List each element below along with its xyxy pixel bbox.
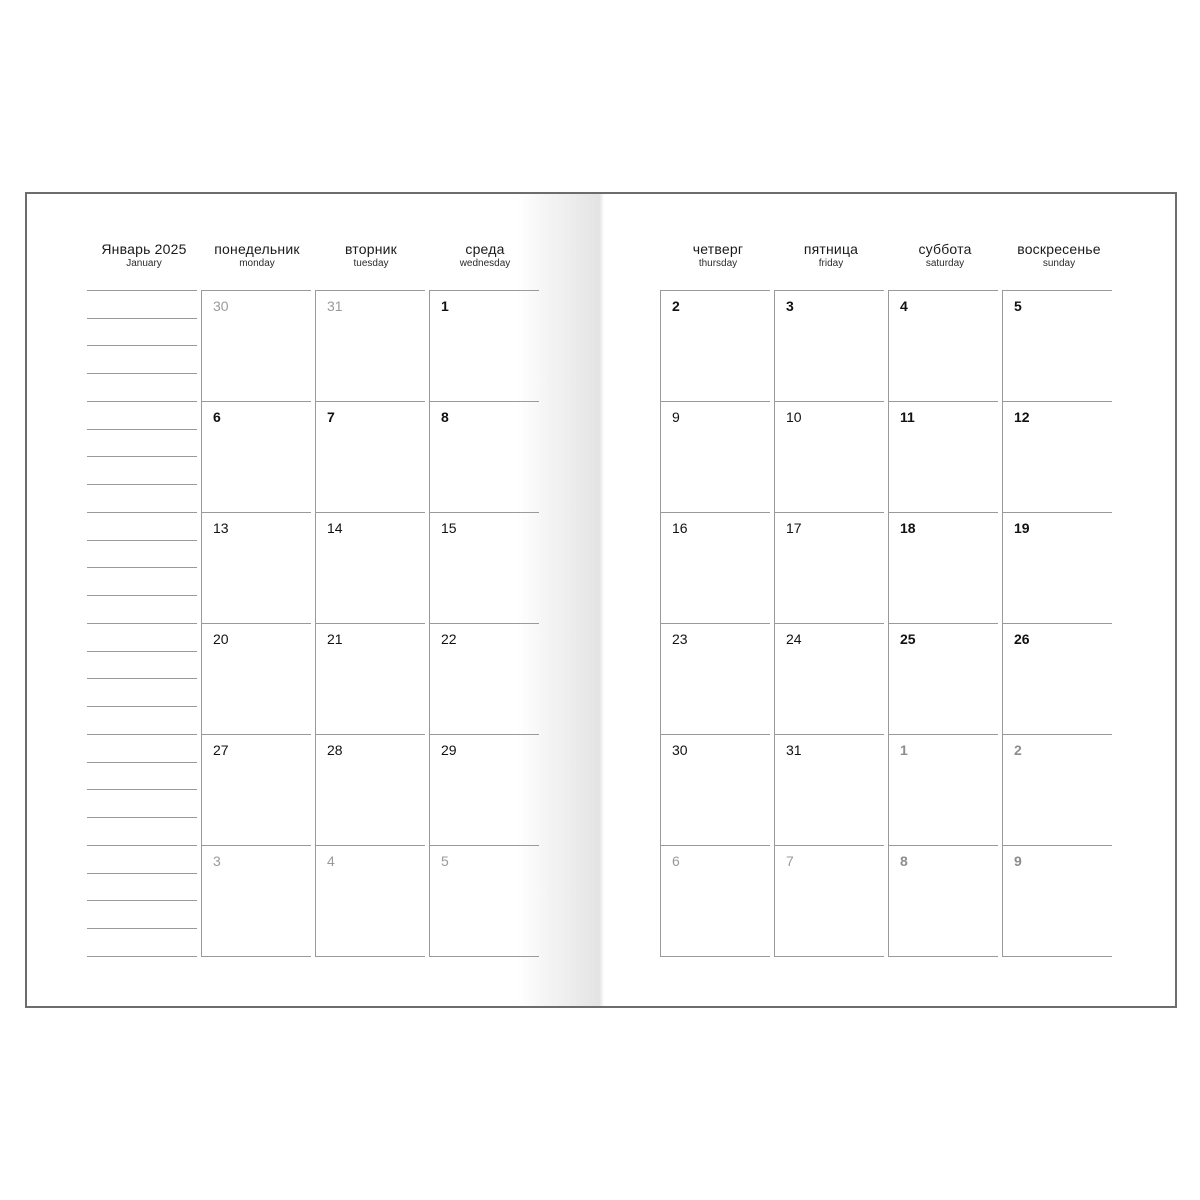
day-number: 19 <box>1014 520 1030 536</box>
day-number: 31 <box>327 298 343 314</box>
note-line[interactable] <box>87 595 197 596</box>
note-line[interactable] <box>87 678 197 679</box>
day-cell-wednesday[interactable] <box>429 623 539 734</box>
note-line[interactable] <box>87 345 197 346</box>
day-number: 8 <box>441 409 449 425</box>
day-number: 3 <box>213 853 221 869</box>
day-cell-monday[interactable] <box>201 401 311 512</box>
day-header-wednesday <box>430 241 540 269</box>
note-line[interactable] <box>87 401 197 402</box>
day-number: 21 <box>327 631 343 647</box>
day-cell-friday[interactable] <box>774 845 884 957</box>
day-cell-thursday[interactable] <box>660 401 770 512</box>
day-number: 11 <box>900 409 915 425</box>
day-cell-monday[interactable] <box>201 734 311 845</box>
day-number: 16 <box>672 520 688 536</box>
day-number: 7 <box>327 409 335 425</box>
day-cell-friday[interactable] <box>774 290 884 401</box>
day-cell-tuesday[interactable] <box>315 401 425 512</box>
day-cell-wednesday[interactable] <box>429 734 539 845</box>
note-line[interactable] <box>87 762 197 763</box>
day-number: 3 <box>786 298 794 314</box>
day-number: 30 <box>213 298 229 314</box>
day-cell-wednesday[interactable] <box>429 290 539 401</box>
day-number: 13 <box>213 520 229 536</box>
day-cell-friday[interactable] <box>774 512 884 623</box>
day-number: 22 <box>441 631 457 647</box>
day-header-thursday <box>663 241 773 269</box>
day-cell-wednesday[interactable] <box>429 512 539 623</box>
day-cell-friday[interactable] <box>774 401 884 512</box>
day-number: 15 <box>441 520 457 536</box>
note-line[interactable] <box>87 373 197 374</box>
day-cell-sunday[interactable] <box>1002 623 1112 734</box>
day-cell-sunday[interactable] <box>1002 290 1112 401</box>
day-number: 2 <box>672 298 680 314</box>
day-cell-monday[interactable] <box>201 512 311 623</box>
day-number: 29 <box>441 742 457 758</box>
note-line[interactable] <box>87 429 197 430</box>
day-header-saturday <box>890 241 1000 269</box>
note-line[interactable] <box>87 734 197 735</box>
note-line[interactable] <box>87 456 197 457</box>
day-name-ru: среда <box>465 241 505 257</box>
day-cell-thursday[interactable] <box>660 845 770 957</box>
day-number: 30 <box>672 742 688 758</box>
day-name-ru: суббота <box>918 241 972 257</box>
day-name-ru: пятница <box>803 241 859 257</box>
note-line[interactable] <box>87 484 197 485</box>
note-line[interactable] <box>87 928 197 929</box>
day-cell-thursday[interactable] <box>660 290 770 401</box>
day-cell-tuesday[interactable] <box>315 734 425 845</box>
day-cell-saturday[interactable] <box>888 623 998 734</box>
day-cell-monday[interactable] <box>201 845 311 957</box>
note-line[interactable] <box>87 706 197 707</box>
day-cell-thursday[interactable] <box>660 512 770 623</box>
day-name-ru: воскресенье <box>1017 241 1101 257</box>
day-cell-friday[interactable] <box>774 734 884 845</box>
page-gutter-edge <box>600 194 604 1006</box>
note-line[interactable] <box>87 789 197 790</box>
note-line[interactable] <box>87 845 197 846</box>
day-cell-tuesday[interactable] <box>315 290 425 401</box>
note-line[interactable] <box>87 540 197 541</box>
day-cell-saturday[interactable] <box>888 512 998 623</box>
day-name-ru: четверг <box>692 241 744 257</box>
note-line[interactable] <box>87 873 197 874</box>
day-number: 26 <box>1014 631 1030 647</box>
day-number: 28 <box>327 742 343 758</box>
day-number: 2 <box>1014 742 1022 758</box>
day-number: 14 <box>327 520 343 536</box>
day-name-ru: вторник <box>344 241 398 257</box>
day-number: 18 <box>900 520 916 536</box>
day-number: 24 <box>786 631 802 647</box>
day-number: 5 <box>441 853 449 869</box>
day-number: 4 <box>327 853 335 869</box>
day-cell-sunday[interactable] <box>1002 401 1112 512</box>
day-number: 31 <box>786 742 802 758</box>
day-name-en: saturday <box>925 258 965 269</box>
day-number: 9 <box>1014 853 1022 869</box>
day-name-en: wednesday <box>459 258 511 269</box>
day-number: 8 <box>900 853 908 869</box>
day-number: 20 <box>213 631 229 647</box>
note-line[interactable] <box>87 512 197 513</box>
day-cell-saturday[interactable] <box>888 401 998 512</box>
note-line[interactable] <box>87 651 197 652</box>
day-number: 4 <box>900 298 908 314</box>
day-header-tuesday <box>316 241 426 269</box>
day-cell-tuesday[interactable] <box>315 845 425 957</box>
note-line[interactable] <box>87 623 197 624</box>
day-cell-friday[interactable] <box>774 623 884 734</box>
day-number: 12 <box>1014 409 1030 425</box>
day-name-en: sunday <box>1042 258 1076 269</box>
day-cell-saturday[interactable] <box>888 290 998 401</box>
day-cell-saturday[interactable] <box>888 845 998 957</box>
day-number: 6 <box>672 853 680 869</box>
day-number: 17 <box>786 520 802 536</box>
note-line[interactable] <box>87 900 197 901</box>
day-number: 1 <box>441 298 449 314</box>
day-cell-monday[interactable] <box>201 290 311 401</box>
day-number: 5 <box>1014 298 1022 314</box>
day-cell-thursday[interactable] <box>660 623 770 734</box>
day-cell-sunday[interactable] <box>1002 512 1112 623</box>
month-header <box>89 241 199 269</box>
day-number: 1 <box>900 742 908 758</box>
day-cell-sunday[interactable] <box>1002 845 1112 957</box>
day-cell-tuesday[interactable] <box>315 512 425 623</box>
day-cell-monday[interactable] <box>201 623 311 734</box>
day-name-ru: понедельник <box>214 241 300 257</box>
day-number: 23 <box>672 631 688 647</box>
month-subtitle: January <box>126 258 162 269</box>
day-number: 7 <box>786 853 794 869</box>
note-line[interactable] <box>87 956 197 957</box>
day-cell-saturday[interactable] <box>888 734 998 845</box>
day-header-sunday <box>1004 241 1114 269</box>
day-number: 10 <box>786 409 802 425</box>
day-number: 9 <box>672 409 680 425</box>
day-name-en: tuesday <box>353 258 389 269</box>
day-number: 25 <box>900 631 916 647</box>
month-title: Январь 2025 <box>101 241 187 257</box>
day-header-friday <box>776 241 886 269</box>
day-cell-sunday[interactable] <box>1002 734 1112 845</box>
day-number: 6 <box>213 409 221 425</box>
day-name-en: monday <box>239 258 275 269</box>
note-line[interactable] <box>87 318 197 319</box>
day-cell-thursday[interactable] <box>660 734 770 845</box>
note-line[interactable] <box>87 290 197 291</box>
day-number: 27 <box>213 742 229 758</box>
day-name-en: thursday <box>698 258 738 269</box>
day-cell-wednesday[interactable] <box>429 401 539 512</box>
planner-spread <box>25 192 1177 1008</box>
day-cell-wednesday[interactable] <box>429 845 539 957</box>
day-cell-tuesday[interactable] <box>315 623 425 734</box>
note-line[interactable] <box>87 567 197 568</box>
note-line[interactable] <box>87 817 197 818</box>
day-name-en: friday <box>818 258 844 269</box>
day-header-monday <box>202 241 312 269</box>
